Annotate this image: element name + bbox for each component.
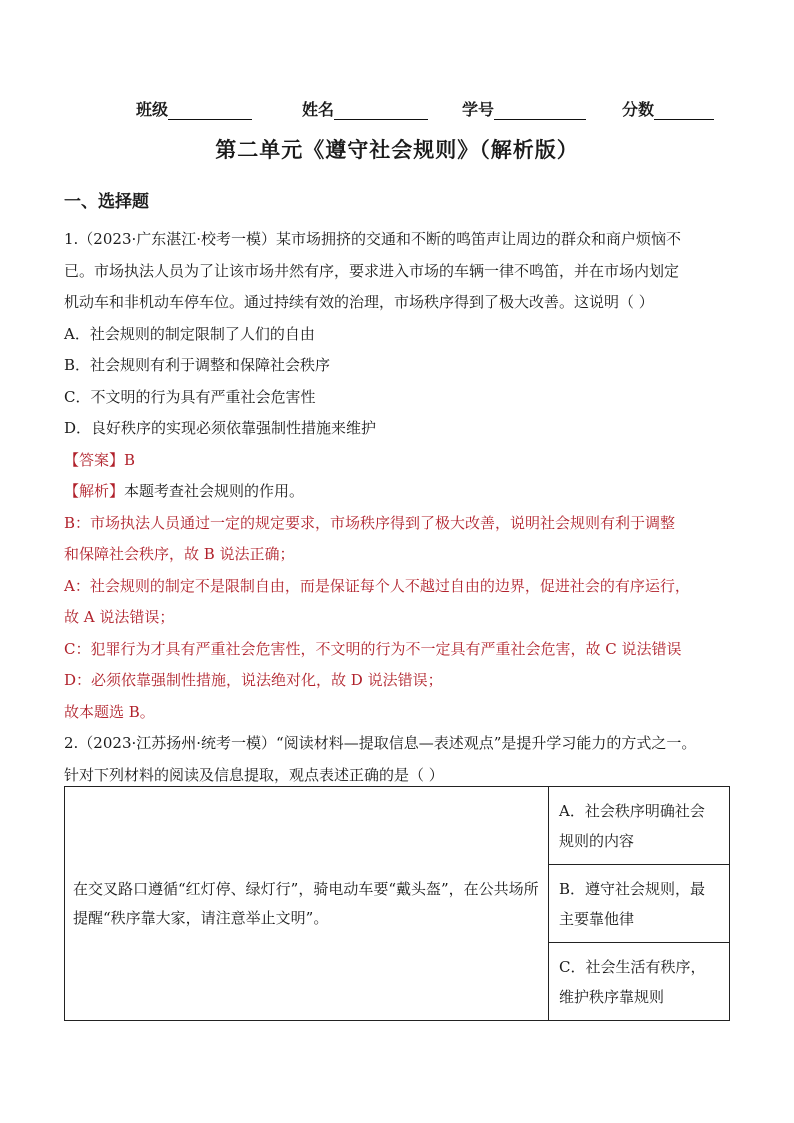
name-field — [302, 97, 428, 120]
q1-stem-line: 1.（2023·广东湛江·校考一模）某市场拥挤的交通和不断的鸣笛声让周边的群众和商户烦恼不 — [64, 230, 682, 248]
q1-analysis-line: D：必须依靠强制性措施，说法绝对化，故 D 说法错误； — [64, 671, 443, 689]
q1-option-d: D．良好秩序的实现必须依靠强制性措施来维护 — [64, 419, 377, 437]
score-blank[interactable] — [654, 101, 714, 120]
score-field — [622, 97, 714, 120]
analysis-intro: 本题考查社会规则的作用。 — [124, 482, 305, 500]
answer-tag: 【答案】 — [64, 450, 125, 469]
answer-value: B — [124, 450, 136, 469]
class-field — [136, 97, 252, 120]
q1-answer-line — [64, 445, 732, 477]
score-label: 分数 — [622, 100, 655, 119]
q1-conclusion: 故本题选 B。 — [64, 702, 155, 721]
q2-stem-line: 针对下列材料的阅读及信息提取，观点表述正确的是（ ） — [64, 765, 444, 784]
q1-analysis-line: 故 A 说法错误； — [64, 608, 175, 626]
question-1 — [64, 224, 732, 791]
student-id-blank[interactable] — [494, 101, 586, 120]
document-title: 第二单元《遵守社会规则》（解析版） — [215, 138, 579, 162]
q1-analysis-intro-line — [64, 476, 732, 508]
class-label: 班级 — [136, 100, 169, 119]
q2-stem-line: 2.（2023·江苏扬州·统考一模）“阅读材料—提取信息—表述观点”是提升学习能力的方式之一。 — [64, 734, 697, 752]
q1-analysis-line: 和保障社会秩序，故 B 说法正确； — [64, 545, 295, 563]
student-id-field — [462, 97, 586, 120]
section-heading: 一、选择题 — [64, 192, 149, 212]
q1-option-b: B．社会规则有利于调整和保障社会秩序 — [64, 356, 331, 374]
table-row — [65, 787, 730, 865]
q1-option-a: A．社会规则的制定限制了人们的自由 — [64, 324, 315, 343]
name-blank[interactable] — [334, 101, 428, 120]
student-id-label: 学号 — [462, 100, 495, 119]
analysis-tag: 【解析】 — [64, 482, 125, 500]
q2-option-b: B．遵守社会规则，最主要靠他律 — [549, 865, 730, 943]
q1-analysis-line: B：市场执法人员通过一定的规定要求，市场秩序得到了极大改善，说明社会规则有利于调整 — [64, 513, 676, 532]
q2-option-a: A．社会秩序明确社会规则的内容 — [549, 787, 730, 865]
q1-stem-line: 机动车和非机动车停车位。通过持续有效的治理，市场秩序得到了极大改善。这说明（ ） — [64, 293, 654, 311]
q1-option-c: C．不文明的行为具有严重社会危害性 — [64, 387, 316, 406]
class-blank[interactable] — [168, 101, 252, 120]
q1-analysis-line: A：社会规则的制定不是限制自由，而是保证每个人不越过自由的边界，促进社会的有序运行， — [64, 576, 690, 595]
q2-material-cell: 在交叉路口遵循“红灯停、绿灯行”，骑电动车要“戴头盔”，在公共场所提醒“秩序靠大家，请注意举止文明”。 — [65, 787, 549, 1021]
q1-stem-line: 已。市场执法人员为了让该市场井然有序，要求进入市场的车辆一律不鸣笛，并在市场内划定 — [64, 261, 680, 280]
q2-option-c: C．社会生活有秩序，维护秩序靠规则 — [549, 943, 730, 1021]
q1-analysis-line: C：犯罪行为才具有严重社会危害性，不文明的行为不一定具有严重社会危害，故 C 说法错误 — [64, 639, 682, 658]
q2-material-table — [64, 786, 730, 1021]
name-label: 姓名 — [302, 100, 335, 119]
